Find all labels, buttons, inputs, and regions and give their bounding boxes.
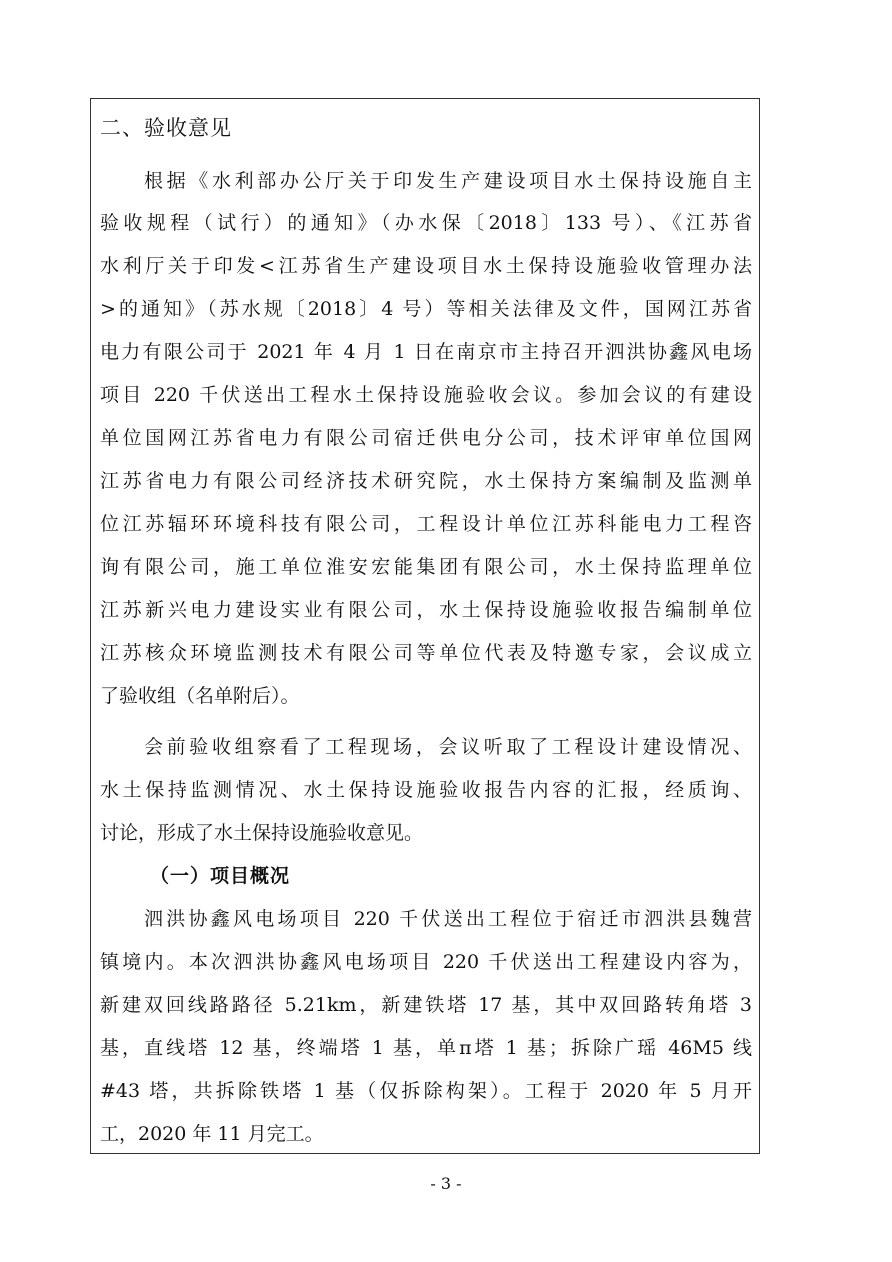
paragraph-1-line: 江苏新兴电力建设实业有限公司，水土保持设施验收报告编制单位	[100, 599, 752, 621]
paragraph-1-line: 江苏核众环境监测技术有限公司等单位代表及特邀专家，会议成立	[100, 642, 752, 664]
paragraph-3-line: 基，直线塔 12 基，终端塔 1 基，单π塔 1 基；拆除广瑶 46M5 线	[100, 1037, 752, 1059]
page-number: - 3 -	[430, 1174, 462, 1193]
paragraph-1-line: 江苏省电力有限公司经济技术研究院，水土保持方案编制及监测单	[100, 470, 752, 492]
paragraph-1-line: 验收规程（试行）的通知》（办水保〔2018〕133 号）、《江苏省	[100, 212, 752, 234]
paragraph-1-line: 项目 220 千伏送出工程水土保持设施验收会议。参加会议的有建设	[100, 384, 752, 406]
paragraph-1-line: 单位国网江苏省电力有限公司宿迁供电分公司，技术评审单位国网	[100, 427, 752, 449]
paragraph-2-line: 会前验收组察看了工程现场，会议听取了工程设计建设情况、	[144, 736, 752, 758]
paragraph-1-line: 了验收组（名单附后）。	[100, 685, 300, 707]
paragraph-3-line: 新建双回线路路径 5.21km，新建铁塔 17 基，其中双回路转角塔 3	[100, 994, 752, 1016]
paragraph-1-line: 电力有限公司于 2021 年 4 月 1 日在南京市主持召开泗洪协鑫风电场	[100, 341, 752, 363]
paragraph-1-line: 根据《水利部办公厅关于印发生产建设项目水土保持设施自主	[144, 170, 752, 192]
subheading-project-overview: （一）项目概况	[150, 865, 291, 887]
section-title: 二、验收意见	[100, 116, 232, 140]
paragraph-3-line: #43 塔，共拆除铁塔 1 基（仅拆除构架）。工程于 2020 年 5 月开	[100, 1080, 752, 1102]
paragraph-3-line: 镇境内。本次泗洪协鑫风电场项目 220 千伏送出工程建设内容为，	[100, 951, 752, 973]
paragraph-2-line: 水土保持监测情况、水土保持设施验收报告内容的汇报，经质询、	[100, 779, 752, 801]
paragraph-1-line: >的通知》（苏水规〔2018〕4 号）等相关法律及文件，国网江苏省	[100, 298, 752, 320]
paragraph-3-line: 工，2020 年 11 月完工。	[100, 1123, 324, 1145]
paragraph-1-line: 水利厅关于印发<江苏省生产建设项目水土保持设施验收管理办法	[100, 255, 752, 277]
paragraph-2-line: 讨论，形成了水土保持设施验收意见。	[100, 822, 424, 844]
paragraph-1-line: 位江苏辐环环境科技有限公司，工程设计单位江苏科能电力工程咨	[100, 513, 752, 535]
paragraph-3-line: 泗洪协鑫风电场项目 220 千伏送出工程位于宿迁市泗洪县魏营	[144, 908, 752, 930]
paragraph-1-line: 询有限公司，施工单位淮安宏能集团有限公司，水土保持监理单位	[100, 556, 752, 578]
